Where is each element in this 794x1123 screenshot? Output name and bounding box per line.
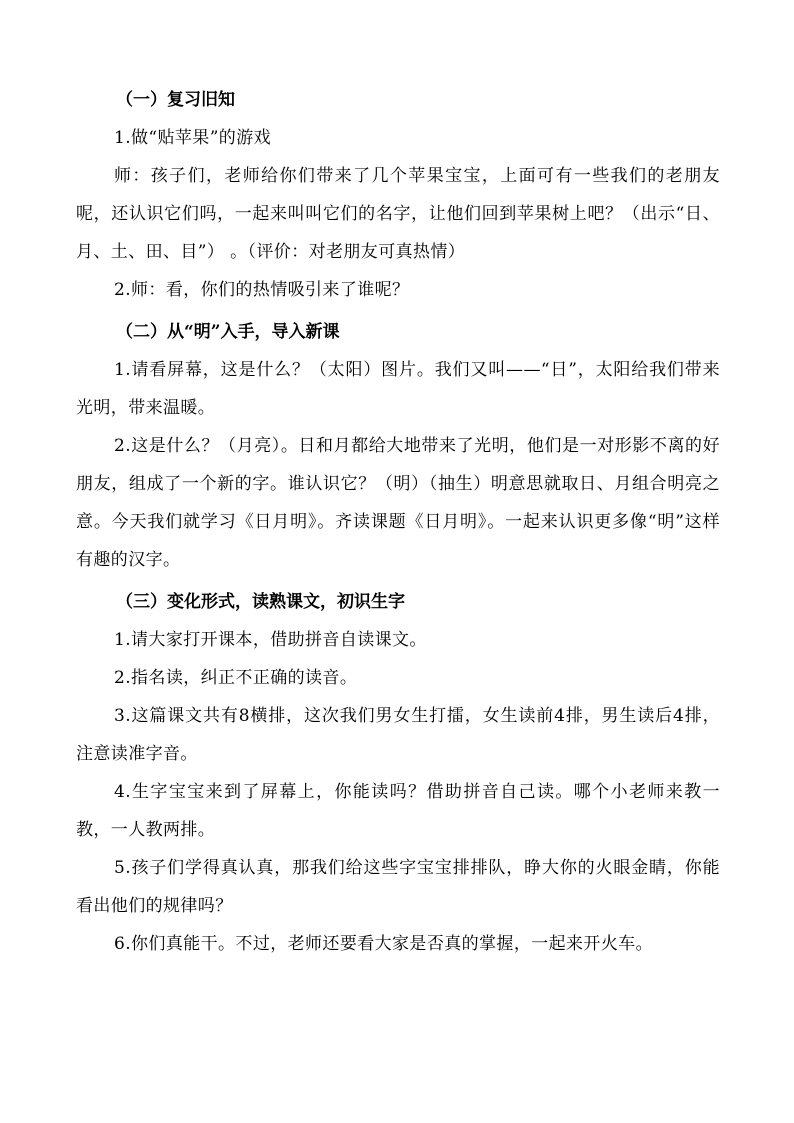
paragraph-reading-2: 2.指名读，纠正不正确的读音。 bbox=[114, 668, 358, 688]
paragraph-reading-4: 4.生字宝宝来到了屏幕上，你能读吗？借助拼音自己读。哪个小老师来教一教，一人教两排。 bbox=[76, 782, 720, 840]
paragraph-review-3: 2.师：看，你们的热情吸引来了谁呢？ bbox=[114, 280, 410, 300]
paragraph-reading-3: 3.这篇课文共有8横排，这次我们男女生打擂，女生读前4排，男生读后4排，注意读准字音。 bbox=[76, 706, 720, 764]
document-body bbox=[76, 81, 720, 963]
paragraph-reading-1: 1.请大家打开课本，借助拼音自读课文。 bbox=[114, 630, 427, 650]
section-heading-reading: （三）变化形式，读熟课文，初识生字 bbox=[116, 592, 405, 612]
section-heading-review: （一）复习旧知 bbox=[116, 90, 235, 110]
paragraph-reading-6: 6.你们真能干。不过，老师还要看大家是否真的掌握，一起来开火车。 bbox=[114, 934, 654, 954]
paragraph-intro-1: 1.请看屏幕，这是什么？（太阳）图片。我们又叫——“日”，太阳给我们带来光明，带来温暖。 bbox=[76, 360, 720, 418]
paragraph-review-1: 1.做“贴苹果”的游戏 bbox=[114, 128, 272, 148]
paragraph-intro-2: 2.这是什么？（月亮）。日和月都给大地带来了光明，他们是一对形影不离的好朋友，组成了一个新的字。谁认识它？（明）（抽生）明意思就取日、月组合明亮之意。今天我们就学习《日月明》。齐读课题《日月明》。一起来认识更多像“明”这样有趣的汉字。 bbox=[76, 436, 720, 570]
paragraph-reading-5: 5.孩子们学得真认真，那我们给这些字宝宝排排队，睁大你的火眼金睛，你能看出他们的规律吗？ bbox=[76, 858, 720, 916]
paragraph-review-2: 师：孩子们，老师给你们带来了几个苹果宝宝，上面可有一些我们的老朋友呢，还认识它们吗，一起来叫叫它们的名字，让他们回到苹果树上吧？（出示“日、月、土、田、目”） 。（评价：对老朋友可真热情） bbox=[76, 166, 720, 262]
section-heading-intro: （二）从“明”入手，导入新课 bbox=[116, 322, 340, 342]
